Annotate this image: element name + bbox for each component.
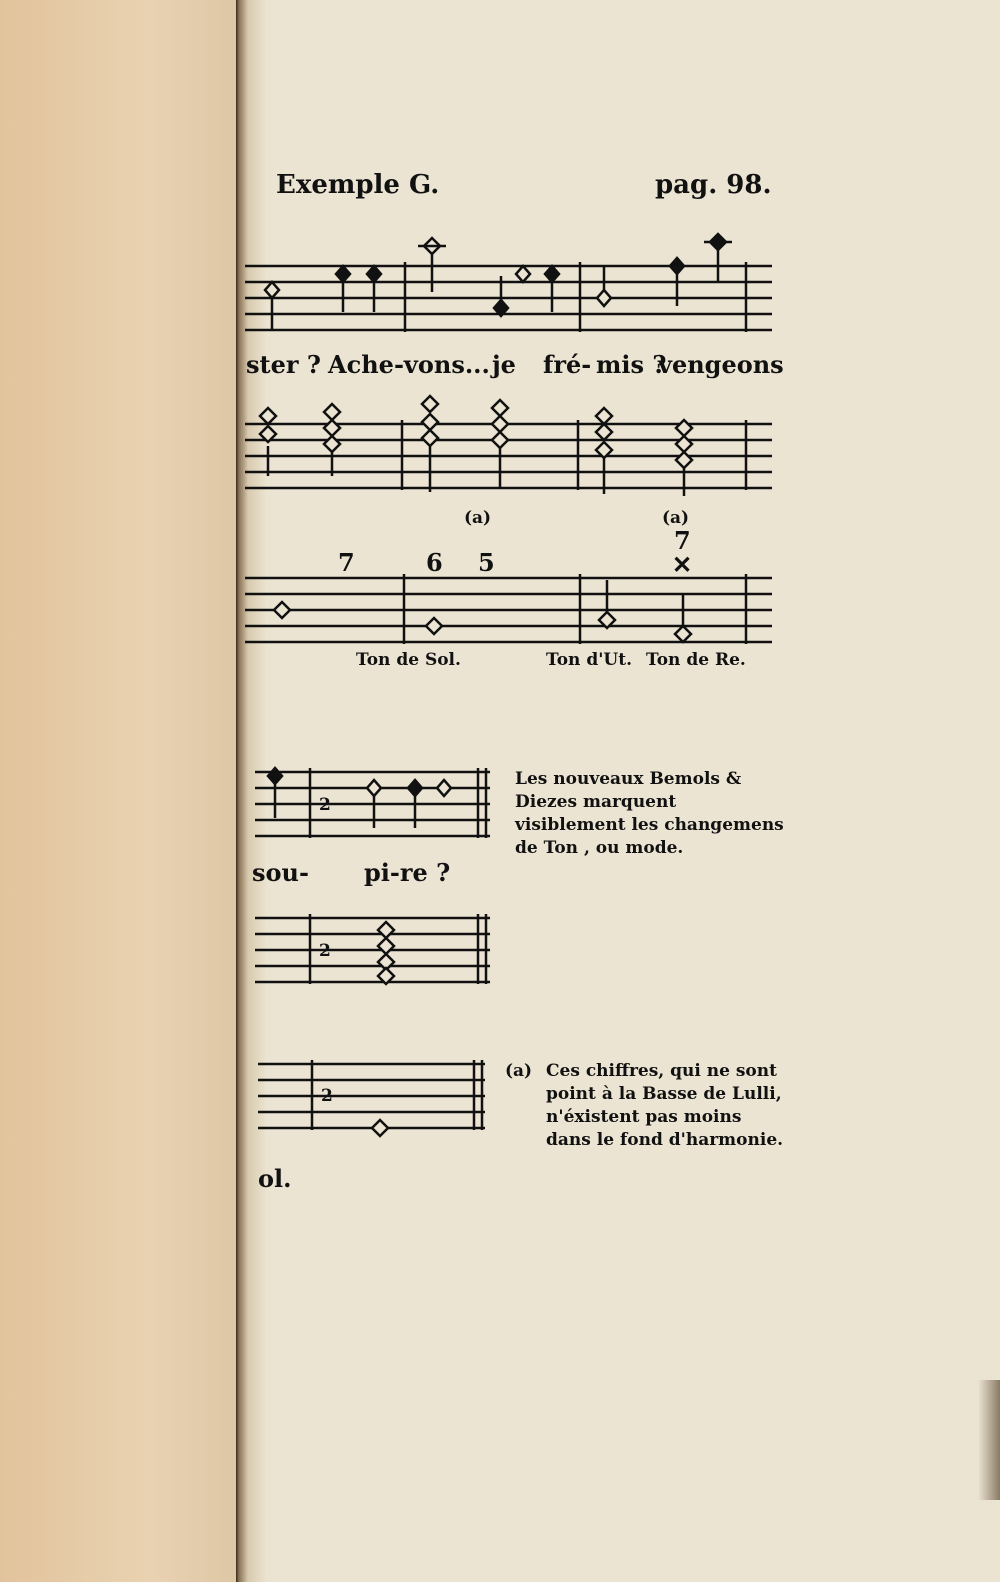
lyric-8: pi-re ? bbox=[364, 858, 451, 887]
meter-bass: 2 bbox=[321, 1086, 333, 1106]
tone-label-re: Ton de Re. bbox=[646, 650, 746, 670]
figure-7-sharp: 7 bbox=[674, 526, 691, 555]
end-fragment: ol. bbox=[258, 1164, 292, 1193]
figure-5: 5 bbox=[478, 548, 495, 577]
lyric-2: Ache-vons... bbox=[328, 350, 490, 379]
annotation-a-1: (a) bbox=[464, 508, 492, 528]
lyric-4: fré- bbox=[543, 350, 592, 379]
tone-label-sol: Ton de Sol. bbox=[356, 650, 461, 670]
tone-label-ut: Ton d'Ut. bbox=[546, 650, 633, 670]
footnote-text: Ces chiffres, qui ne sont point à la Basse de Lulli, n'éxistent pas moins dans le fond d'harmonie. bbox=[546, 1061, 784, 1150]
bass-staff-1 bbox=[245, 574, 772, 644]
lyric-5: mis ? bbox=[596, 350, 667, 379]
example-title: Exemple G. bbox=[276, 170, 440, 200]
voice-staff-1 bbox=[245, 262, 772, 332]
meter-voice: 2 bbox=[319, 795, 331, 815]
lyric-7: sou- bbox=[252, 858, 309, 887]
bass-staff-2 bbox=[258, 1060, 485, 1130]
figure-7: 7 bbox=[338, 548, 355, 577]
figure-6: 6 bbox=[426, 548, 443, 577]
annotation-a-2: (a) bbox=[662, 508, 690, 528]
bemols-note: Les nouveaux Bemols & Diezes marquent visiblement les changemens de Ton , ou mode. bbox=[515, 769, 784, 858]
meter-harmony: 2 bbox=[319, 941, 331, 961]
bass-notes-2 bbox=[372, 1120, 388, 1136]
footnote-marker: (a) bbox=[505, 1061, 533, 1081]
harmony-staff-1 bbox=[245, 420, 772, 490]
lyric-3: je bbox=[492, 350, 516, 379]
lyric-6: vengeons bbox=[658, 350, 784, 379]
harmony-chords-1 bbox=[260, 396, 692, 496]
page-number: pag. 98. bbox=[655, 170, 772, 200]
lyric-1: ster ? bbox=[246, 350, 321, 379]
harmony-chords-2 bbox=[378, 922, 394, 984]
voice-staff-2 bbox=[255, 768, 490, 838]
harmony-staff-2 bbox=[255, 914, 490, 984]
sharp-figure: ✕ bbox=[672, 550, 693, 579]
